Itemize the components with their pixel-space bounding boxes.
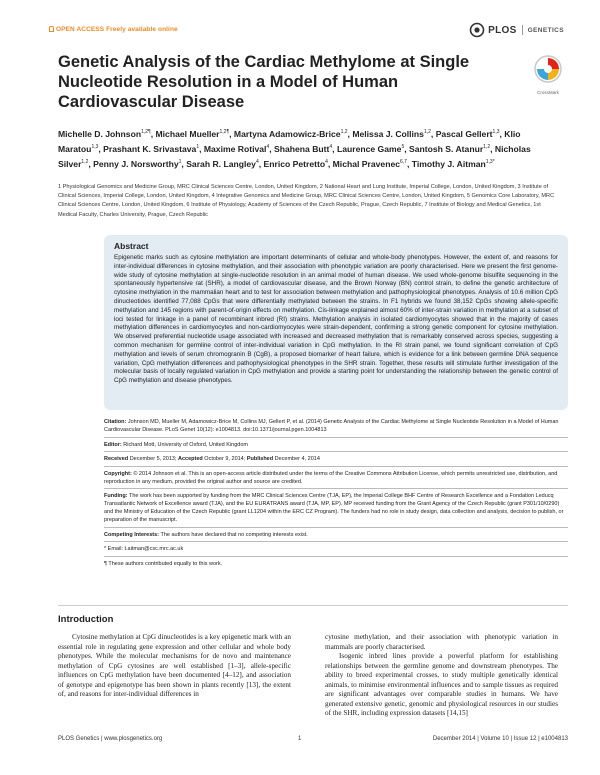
corresponding-email: * Email: t.aitman@csc.mrc.ac.uk bbox=[104, 546, 184, 552]
equal-contribution-note: ¶ These authors contributed equally to this work. bbox=[104, 560, 223, 567]
competing-interests: Competing Interests: The authors have declared that no competing interests exist. bbox=[104, 531, 308, 538]
crossmark-badge[interactable] bbox=[530, 54, 566, 95]
plos-logo-icon bbox=[469, 22, 485, 38]
meta-divider bbox=[104, 527, 568, 528]
footer-issue: December 2014 | Volume 10 | Issue 12 | e1004813 bbox=[432, 736, 568, 742]
editor: Editor: Richard Mott, University of Oxford, United Kingdom bbox=[104, 441, 248, 448]
article-metadata bbox=[104, 418, 568, 569]
copyright: Copyright: © 2014 Johnson et al. This is an open-access article distributed under the terms of the Creative Commons Attribution License, which permits unrestricted use, distribution, and reproduction in any medium, provided the original author and source are credited. bbox=[104, 470, 558, 485]
abstract-text: Epigenetic marks such as cytosine methylation are important determinants of cellular and whole-body phenotypes. However, the extent of, and reasons for inter-individual differences in cytosine methylation, and their association with phenotypic variation are poorly characterised. Here we present the first genome-wide study of cytosine methylation at single-nucleotide resolution in an animal model of human disease. We used whole-genome bisulfite sequencing in the spontaneously hypertensive rat (SHR), a model of cardiovascular disease, and the Brown Norway (BN) control strain, to define the genetic architecture of cytosine methylation in the mammalian heart and to test for association between methylation and pathophysiological phenotypes. Analysis of 10.6 million CpG dinucleotides identified 77,088 CpGs that were differentially methylated between the strains. In F1 hybrids we found 38,152 CpGs showing allele-specific methylation and 145 regions with parent-of-origin effects on methylation. Cis-linkage explained almost 60% of inter-strain variation in methylation at a subset of loci tested for linkage in a panel of recombinant inbred (RI) strains. Methylation analysis in isolated cardiomyocytes showed that in the majority of cases methylation differences in cardiomyocytes and non-cardiomyocytes were strain-dependent, confirming a strong genetic component for cytosine methylation. We observed preferential nucleotide usage associated with increased and decreased methylation that is remarkably conserved across species, suggesting a common mechanism for germline control of inter-individual variation in CpG methylation. In the RI strain panel, we found significant correlation of CpG methylation and levels of serum chromogranin B (CgB), a proposed biomarker of heart failure, which is evidence for a link between germline DNA sequence variation, CpG methylation differences and pathophysiological phenotypes in the SHR strain. Together, these results will stimulate further investigation of the molecular basis of locally regulated variation in CpG methylation and provide a starting point for understanding the relationship between the genetic control of CpG methylation and disease phenotypes. bbox=[114, 254, 558, 385]
section-divider bbox=[58, 605, 568, 606]
footer-journal-url: PLOS Genetics | www.plosgenetics.org bbox=[58, 736, 163, 742]
crossmark-icon bbox=[533, 54, 563, 84]
abstract-heading: Abstract bbox=[114, 241, 149, 251]
meta-divider bbox=[104, 488, 568, 489]
open-access-lock-icon bbox=[49, 26, 54, 32]
journal-name: GENETICS bbox=[527, 26, 564, 34]
introduction-paragraph: Isogenic inbred lines provide a powerful platform for establishing relationships between the germline genome and downstream phenotypes. The ability to breed experimental crosses, to study multiple genetically identical animals, to minimise environmental influences and to sample tissues as required are significant advantages over comparable studies in humans. We have generated extensive genetic, genomic and physiological resources in our studies of the SHR, including expression datasets [14,15] bbox=[325, 652, 558, 717]
meta-divider bbox=[104, 437, 568, 438]
meta-divider bbox=[104, 451, 568, 452]
meta-divider bbox=[104, 466, 568, 467]
introduction-paragraph: cytosine methylation, and their association with phenotypic variation in mammals are poorly characterised. bbox=[325, 633, 558, 651]
page-number: 1 bbox=[298, 736, 302, 742]
introduction-heading: Introduction bbox=[58, 614, 114, 625]
abstract-box bbox=[104, 235, 568, 410]
meta-divider bbox=[104, 556, 568, 557]
citation: Citation: Johnson MD, Mueller M, Adamowicz-Brice M, Collins MJ, Gellert P, et al. (2014) Genetic Analysis of the Cardiac Methylome at Single Nucleotide Resolution in a Model of Human Cardiovascular Disease. PLoS Genet 10(12): e1004813. doi:10.1371/journal.pgen.1004813 bbox=[104, 419, 559, 433]
meta-divider bbox=[104, 541, 568, 542]
dates: Received December 5, 2013; Accepted October 9, 2014; Published December 4, 2014 bbox=[104, 456, 320, 462]
introduction-column-right bbox=[325, 633, 558, 719]
journal-header bbox=[48, 22, 564, 40]
article-title: Genetic Analysis of the Cardiac Methylome at Single Nucleotide Resolution in a Model of Human Cardiovascular Disease bbox=[58, 53, 470, 111]
plos-brand bbox=[469, 22, 564, 38]
brand-name: PLOS bbox=[488, 24, 517, 36]
affiliations: 1 Physiological Genomics and Medicine Group, MRC Clinical Sciences Centre, London, United Kingdom, 2 National Heart and Lung Institute, Imperial College, London, United Kingdom, 3 Institute of Clinical Sciences, Imperial College, London, United Kingdom, 4 Integrative Genomics and Medicine Group, MRC Clinical Sciences Centre, London, United Kingdom, 5 Genomics Core Laboratory, MRC Clinical Sciences Centre, London, United Kingdom, 6 Institute of Physiology, Academy of Sciences of the Czech Republic, Prague, Czech Republic, 7 Institute of Biology and Medical Genetics, 1st Medical Faculty, Charles University, Prague, Czech Republic bbox=[58, 184, 555, 218]
brand-divider bbox=[522, 25, 523, 35]
author-list: Michelle D. Johnson$^{1,2\P}$, Michael Mueller$^{1,2\P}$, Martyna Adamowicz-Brice$^{1,2}$, Melissa J. Collins$^{1,2}$, Pascal Gellert$^{1,3}$, Klio Maratou$^{1,3}$, Prashant K. Srivastava$^1$, Maxime Rotival$^4$, Shahena Butt$^4$, Laurence Game$^5$, Santosh S. Atanur$^{1,2}$, Nicholas Silver$^{1,2}$, Penny J. Norsworthy$^1$, Sarah R. Langley$^4$, Enrico Petretto$^4$, Michal Pravenec$^{6,7}$, Timothy J. Aitman$^{1,3*}$ bbox=[58, 128, 531, 169]
crossmark-label: CrossMark bbox=[537, 90, 559, 95]
introduction-column-left: Cytosine methylation at CpG dinucleotides is a key epigenetic mark with an essential role in regulating gene expression and other cellular and whole body phenotypes. While the molecular mechanisms for de novo and maintenance methylation of CpG cytosines are well established [1–3], allele-specific influences on CpG methylation have been documented [4–12], and association of genotype and epigenotype has been shown in plants recently [13], the extent of, and reasons for inter-individual differences in bbox=[58, 633, 291, 698]
page-footer bbox=[58, 736, 568, 742]
open-access-label: OPEN ACCESS Freely available online bbox=[48, 26, 178, 33]
funding: Funding: The work has been supported by funding from the MRC Clinical Sciences Centre (TJA, EP), the Imperial College BHF Centre of Research Excellence and a Fondation Leducq Transatlantic Network of Excellence award (TJA), and the EU EURATRANS award (TJA, MP, EP). MP received funding from the Grant Agency of the Czech Republic (grant P301/10/0290) and the Ministry of Education of the Czech Republic (grant LL1204 within the ERC CZ Program). The funders had no role in study design, data collection and analysis, decision to publish, or preparation of the manuscript. bbox=[104, 493, 564, 523]
